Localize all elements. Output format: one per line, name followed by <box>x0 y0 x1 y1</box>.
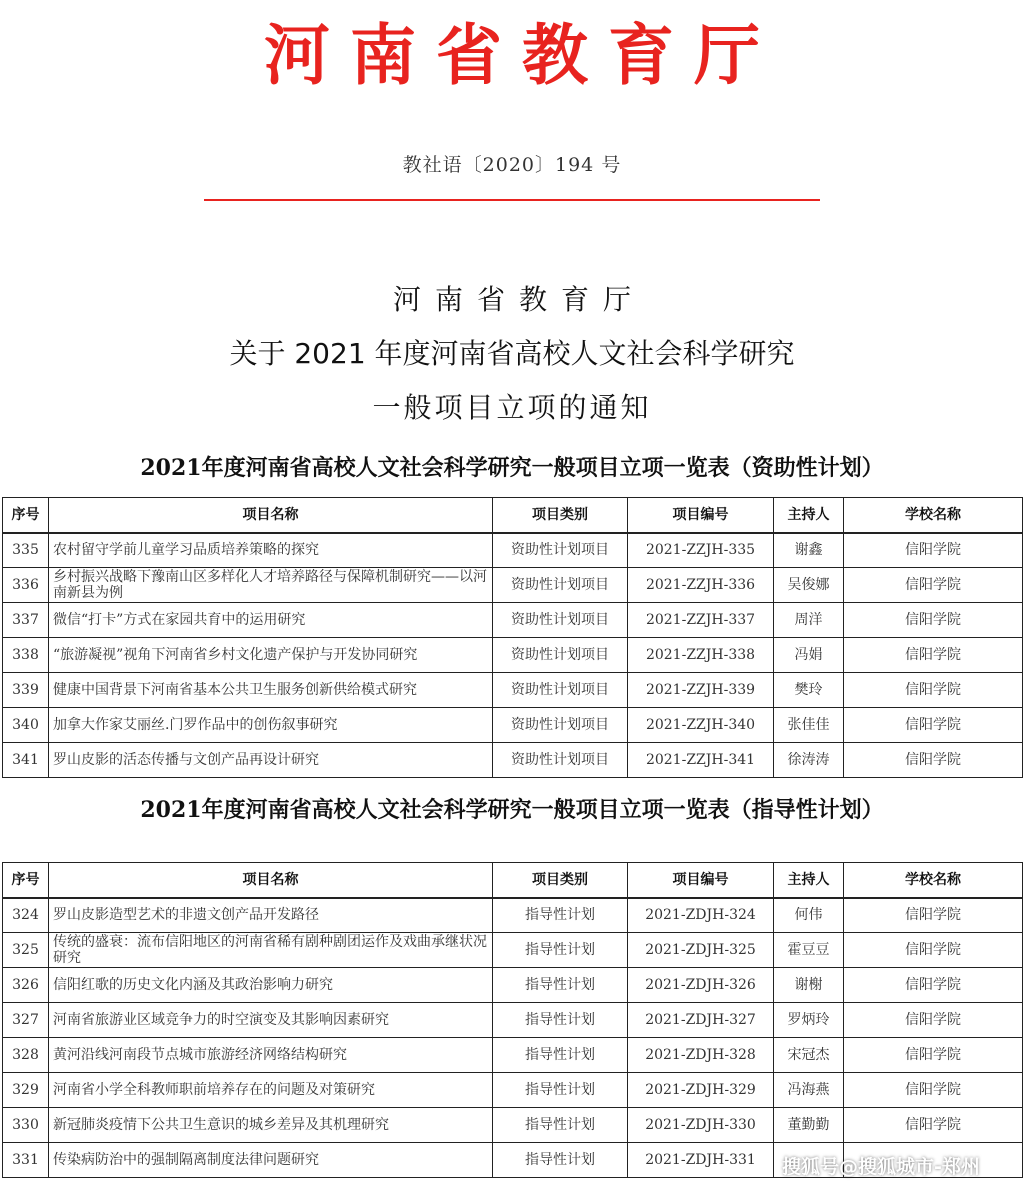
cell-project-code: 2021-ZZJH-335 <box>628 533 774 568</box>
column-header-code: 项目编号 <box>628 498 774 533</box>
table-row <box>3 743 1023 778</box>
cell-category: 指导性计划 <box>493 933 628 968</box>
cell-school: 信阳学院 <box>844 638 1023 673</box>
cell-no: 326 <box>3 968 49 1003</box>
cell-project-name: 传染病防治中的强制隔离制度法律问题研究 <box>49 1143 493 1178</box>
cell-project-name: 罗山皮影造型艺术的非遗文创产品开发路径 <box>49 898 493 933</box>
cell-no: 329 <box>3 1073 49 1108</box>
cell-project-name: 河南省小学全科教师职前培养存在的问题及对策研究 <box>49 1073 493 1108</box>
cell-school: 信阳学院 <box>844 708 1023 743</box>
cell-category: 指导性计划 <box>493 1143 628 1178</box>
cell-no: 337 <box>3 603 49 638</box>
cell-category: 指导性计划 <box>493 1108 628 1143</box>
column-header-host: 主持人 <box>774 863 844 898</box>
document-number: 教社语〔2020〕194 号 <box>402 154 622 176</box>
column-header-code: 项目编号 <box>628 863 774 898</box>
notice-title-line1: 河南省教育厅 <box>392 283 645 316</box>
cell-category: 资助性计划项目 <box>493 533 628 568</box>
cell-project-name: “旅游凝视”视角下河南省乡村文化遗产保护与开发协同研究 <box>49 638 493 673</box>
cell-no: 341 <box>3 743 49 778</box>
cell-no: 330 <box>3 1108 49 1143</box>
column-header-name: 项目名称 <box>49 498 493 533</box>
cell-no: 324 <box>3 898 49 933</box>
column-header-category: 项目类别 <box>493 498 628 533</box>
cell-category: 资助性计划项目 <box>493 603 628 638</box>
cell-school: 信阳学院 <box>844 1003 1023 1038</box>
cell-project-code: 2021-ZZJH-338 <box>628 638 774 673</box>
cell-host: 徐涛涛 <box>774 743 844 778</box>
cell-school: 信阳学院 <box>844 1073 1023 1108</box>
cell-no: 327 <box>3 1003 49 1038</box>
table-row <box>3 603 1023 638</box>
watermark: 搜狐号@搜狐城市-郑州 <box>782 1156 980 1178</box>
notice-title-line3: 一般项目立项的通知 <box>372 391 652 424</box>
cell-category: 资助性计划项目 <box>493 743 628 778</box>
cell-host: 周洋 <box>774 603 844 638</box>
table-row <box>3 708 1023 743</box>
cell-project-name: 黄河沿线河南段节点城市旅游经济网络结构研究 <box>49 1038 493 1073</box>
cell-project-code: 2021-ZDJH-325 <box>628 933 774 968</box>
cell-no: 331 <box>3 1143 49 1178</box>
issuing-authority-header: 河南省教育厅 <box>264 17 780 94</box>
table-row <box>3 568 1023 603</box>
cell-school: 信阳学院 <box>844 743 1023 778</box>
column-header-no: 序号 <box>3 498 49 533</box>
cell-category: 指导性计划 <box>493 1073 628 1108</box>
cell-category: 资助性计划项目 <box>493 638 628 673</box>
table2-heading: 2021年度河南省高校人文社会科学研究一般项目立项一览表（指导性计划） <box>140 797 884 823</box>
table-row <box>3 673 1023 708</box>
cell-school: 信阳学院 <box>844 533 1023 568</box>
cell-category: 资助性计划项目 <box>493 673 628 708</box>
cell-host: 董勤勤 <box>774 1108 844 1143</box>
cell-project-code: 2021-ZZJH-336 <box>628 568 774 603</box>
cell-host: 罗炳玲 <box>774 1003 844 1038</box>
cell-host: 吴俊娜 <box>774 568 844 603</box>
cell-project-name: 传统的盛衰：流布信阳地区的河南省稀有剧种剧团运作及戏曲承继状况研究 <box>49 933 493 968</box>
red-divider <box>204 199 820 201</box>
table-header-row <box>3 863 1023 898</box>
column-header-no: 序号 <box>3 863 49 898</box>
cell-no: 338 <box>3 638 49 673</box>
table-row <box>3 1108 1023 1143</box>
guided-projects-table <box>2 862 1023 1178</box>
cell-project-code: 2021-ZDJH-330 <box>628 1108 774 1143</box>
cell-project-code: 2021-ZZJH-340 <box>628 708 774 743</box>
column-header-host: 主持人 <box>774 498 844 533</box>
cell-project-code: 2021-ZDJH-328 <box>628 1038 774 1073</box>
cell-host: 谢鑫 <box>774 533 844 568</box>
table-row <box>3 533 1023 568</box>
cell-school: 信阳学院 <box>844 673 1023 708</box>
column-header-school: 学校名称 <box>844 498 1023 533</box>
cell-no: 335 <box>3 533 49 568</box>
cell-project-name: 农村留守学前儿童学习品质培养策略的探究 <box>49 533 493 568</box>
table-row <box>3 1038 1023 1073</box>
cell-no: 339 <box>3 673 49 708</box>
cell-category: 指导性计划 <box>493 898 628 933</box>
table-row <box>3 898 1023 933</box>
cell-project-name: 河南省旅游业区域竞争力的时空演变及其影响因素研究 <box>49 1003 493 1038</box>
cell-project-code: 2021-ZDJH-327 <box>628 1003 774 1038</box>
column-header-category: 项目类别 <box>493 863 628 898</box>
cell-host: 张佳佳 <box>774 708 844 743</box>
cell-category: 指导性计划 <box>493 1003 628 1038</box>
cell-project-code: 2021-ZZJH-341 <box>628 743 774 778</box>
cell-project-name: 信阳红歌的历史文化内涵及其政治影响力研究 <box>49 968 493 1003</box>
cell-school: 信阳学院 <box>844 1108 1023 1143</box>
cell-category: 资助性计划项目 <box>493 568 628 603</box>
cell-school: 信阳学院 <box>844 968 1023 1003</box>
funded-projects-table <box>2 497 1023 778</box>
cell-host: 何伟 <box>774 898 844 933</box>
cell-school: 信阳学院 <box>844 1038 1023 1073</box>
table-row <box>3 933 1023 968</box>
cell-host: 冯娟 <box>774 638 844 673</box>
cell-project-code: 2021-ZDJH-329 <box>628 1073 774 1108</box>
table-row <box>3 638 1023 673</box>
cell-project-name: 乡村振兴战略下豫南山区多样化人才培养路径与保障机制研究——以河南新县为例 <box>49 568 493 603</box>
cell-project-name: 健康中国背景下河南省基本公共卫生服务创新供给模式研究 <box>49 673 493 708</box>
cell-host: 谢榭 <box>774 968 844 1003</box>
cell-project-name: 罗山皮影的活态传播与文创产品再设计研究 <box>49 743 493 778</box>
cell-host: 霍豆豆 <box>774 933 844 968</box>
cell-project-code: 2021-ZZJH-337 <box>628 603 774 638</box>
cell-school: 信阳学院 <box>844 933 1023 968</box>
cell-project-code: 2021-ZDJH-326 <box>628 968 774 1003</box>
cell-project-code: 2021-ZDJH-324 <box>628 898 774 933</box>
cell-host: 宋冠杰 <box>774 1038 844 1073</box>
cell-no: 325 <box>3 933 49 968</box>
notice-title-line2: 关于 2021 年度河南省高校人文社会科学研究 <box>229 337 795 370</box>
cell-category: 指导性计划 <box>493 1038 628 1073</box>
cell-project-code: 2021-ZZJH-339 <box>628 673 774 708</box>
table-row <box>3 1003 1023 1038</box>
cell-category: 资助性计划项目 <box>493 708 628 743</box>
cell-category: 指导性计划 <box>493 968 628 1003</box>
cell-school: 信阳学院 <box>844 603 1023 638</box>
cell-host: 樊玲 <box>774 673 844 708</box>
table-row <box>3 968 1023 1003</box>
table1-heading: 2021年度河南省高校人文社会科学研究一般项目立项一览表（资助性计划） <box>140 455 884 481</box>
cell-no: 328 <box>3 1038 49 1073</box>
table-header-row <box>3 498 1023 533</box>
cell-project-code: 2021-ZDJH-331 <box>628 1143 774 1178</box>
cell-project-name: 新冠肺炎疫情下公共卫生意识的城乡差异及其机理研究 <box>49 1108 493 1143</box>
cell-no: 336 <box>3 568 49 603</box>
cell-no: 340 <box>3 708 49 743</box>
cell-school: 信阳学院 <box>844 568 1023 603</box>
cell-project-name: 加拿大作家艾丽丝.门罗作品中的创伤叙事研究 <box>49 708 493 743</box>
column-header-school: 学校名称 <box>844 863 1023 898</box>
cell-host: 冯海燕 <box>774 1073 844 1108</box>
cell-school: 信阳学院 <box>844 898 1023 933</box>
column-header-name: 项目名称 <box>49 863 493 898</box>
cell-project-name: 微信“打卡”方式在家园共育中的运用研究 <box>49 603 493 638</box>
table-row <box>3 1073 1023 1108</box>
